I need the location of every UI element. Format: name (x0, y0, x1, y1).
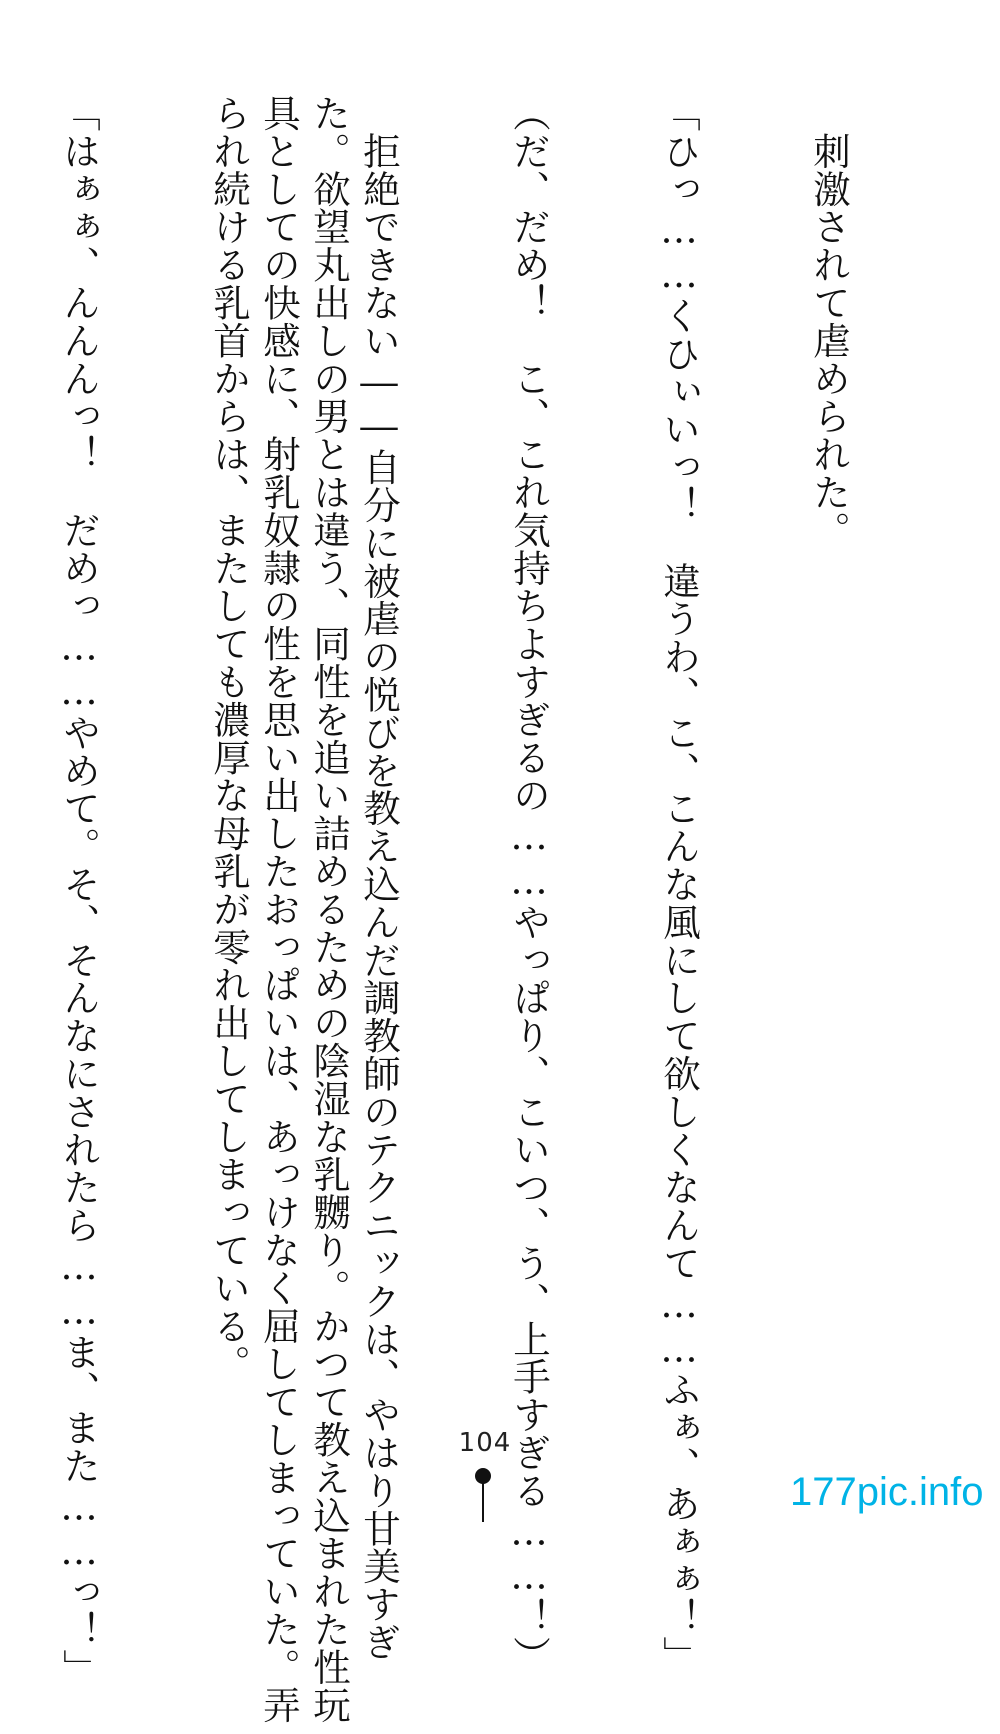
marker-stem (482, 1482, 484, 1522)
page-number: 104 (458, 1428, 512, 1458)
page-marker-icon (475, 1468, 493, 1524)
paragraph-4: 拒絶できない――自分に被虐の悦びを教え込んだ調教師のテクニックは、やはり甘美すぎた。欲望丸出しの男とは違う、同性を追い詰めるための陰湿な乳嬲り。かつて教え込まれた性玩具としての快感に、射乳奴隷の性を思い出したおっぱいは、あっけなく屈してしまっていた。弄られ続ける乳首からは、またしても濃厚な母乳が零れ出してしまっている。 (207, 94, 401, 1724)
paragraph-3: （だ、だめ！ こ、これ気持ちよすぎるの……やっぱり、こいつ、う、上手すぎる……！） (507, 94, 551, 1674)
paragraph-2: 「ひっ……くひぃいっ！ 違うわ、こ、こんな風にして欲しくなんて……ふぁ、あぁぁ！」 (657, 94, 701, 1674)
paragraph-5: 「はぁぁ、んんんっ！ だめっ……やめて。そ、そんなにされたら……ま、また……っ！」 (57, 94, 101, 1687)
paragraph-1: 刺激されて虐められた。 (807, 94, 851, 549)
watermark-text: 177pic.info (790, 1470, 984, 1514)
